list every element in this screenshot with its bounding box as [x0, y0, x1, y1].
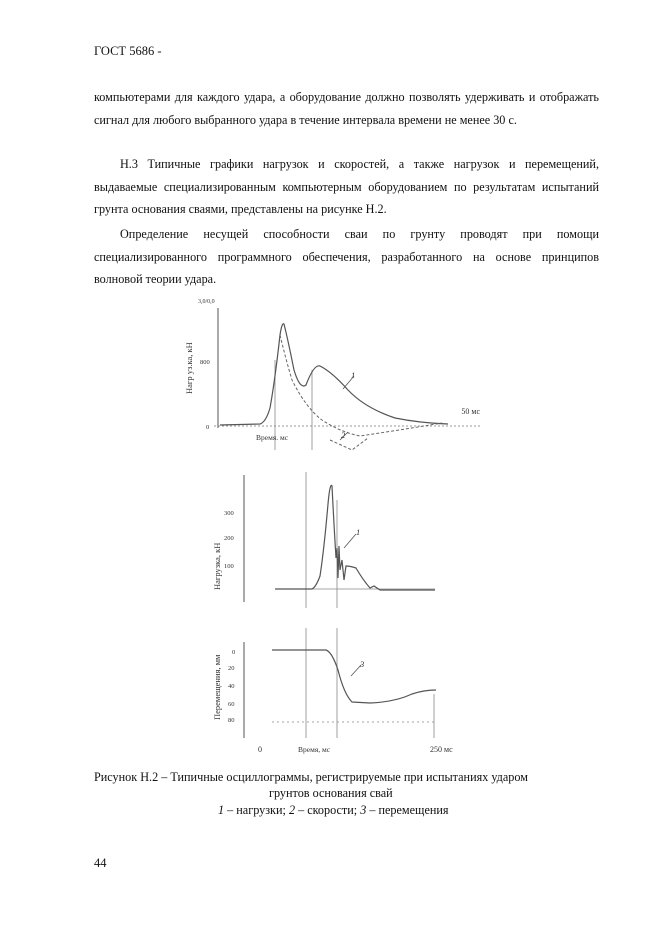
legend-text-3: – перемещения: [366, 803, 449, 817]
document-header: ГОСТ 5686 -: [94, 44, 162, 58]
bottom-y-tick-20: 20: [228, 665, 235, 672]
legend-text-2: – скорости;: [295, 803, 361, 817]
curve-label-1-top: 1: [351, 370, 356, 380]
top-y-tick-top: 3,0/0,0: [198, 299, 215, 305]
figure-legend: [218, 803, 449, 818]
curve-label-1-mid: 1: [356, 527, 361, 537]
top-origin-tick: 0: [206, 424, 210, 431]
mid-y-tick-200: 200: [224, 535, 234, 542]
paragraph-continuation: компьютерами для каждого удара, а оборудование должно позволять удерживать и отображать сигнал для любого выбранного удара в течение интервала времени не менее 30 с.: [94, 90, 599, 127]
top-plot: [184, 299, 480, 450]
bottom-x-axis-label: Время, мс: [298, 745, 331, 754]
bottom-y-axis-label: Перемещения, мм: [212, 654, 222, 720]
mid-y-tick-300: 300: [224, 510, 234, 517]
top-y-axis-label: Нагр уз.ка, кН: [184, 342, 194, 394]
oscillogram-figure: [180, 290, 480, 760]
paragraph-bearing-capacity: Определение несущей способности сваи по грунту проводят при помощи специализированного программного обеспечения, разработанного на основе принципов волновой теории удара.: [94, 227, 599, 286]
bottom-plot: [212, 628, 453, 754]
curve-label-2: 2: [341, 430, 346, 440]
top-y-tick-800: 800: [200, 359, 210, 366]
paragraph-n3: Н.3 Типичные графики нагрузок и скоростей, а также нагрузок и перемещений, выдаваемые специализированным компьютерным оборудованием по результатам испытаний грунта основания сваями, представлены на рисунке Н.2.: [94, 157, 599, 216]
page-number: 44: [94, 856, 107, 870]
load-curve-mid: [275, 485, 435, 590]
figure-caption-line1: Рисунок Н.2 – Типичные осциллограммы, регистрируемые при испытаниях ударом: [94, 770, 528, 784]
displacement-curve-3: [272, 650, 436, 703]
figure-caption-line2: грунтов основания свай: [269, 786, 393, 800]
bottom-y-tick-0: 0: [232, 649, 236, 656]
legend-number-3: 3: [360, 803, 367, 817]
bottom-x-start-label: 0: [258, 745, 262, 754]
top-x-end-label: 50 мс: [461, 407, 480, 416]
velocity-curve-2: [280, 335, 442, 450]
bottom-y-tick-60: 60: [228, 701, 235, 708]
top-x-axis-label: Время. мс: [256, 433, 289, 442]
legend-text-1: – нагрузки;: [224, 803, 289, 817]
mid-y-axis-label: Нагрузка, кН: [212, 542, 222, 590]
mid-y-tick-100: 100: [224, 563, 234, 570]
bottom-y-tick-80: 80: [228, 717, 235, 724]
bottom-x-end-label: 250 мс: [430, 745, 453, 754]
load-curve-1: [220, 324, 448, 425]
middle-plot: [212, 472, 435, 608]
curve-label-3: 3: [360, 659, 365, 669]
legend-number-1: 1: [218, 803, 225, 817]
bottom-y-tick-40: 40: [228, 683, 235, 690]
legend-number-2: 2: [288, 803, 296, 817]
